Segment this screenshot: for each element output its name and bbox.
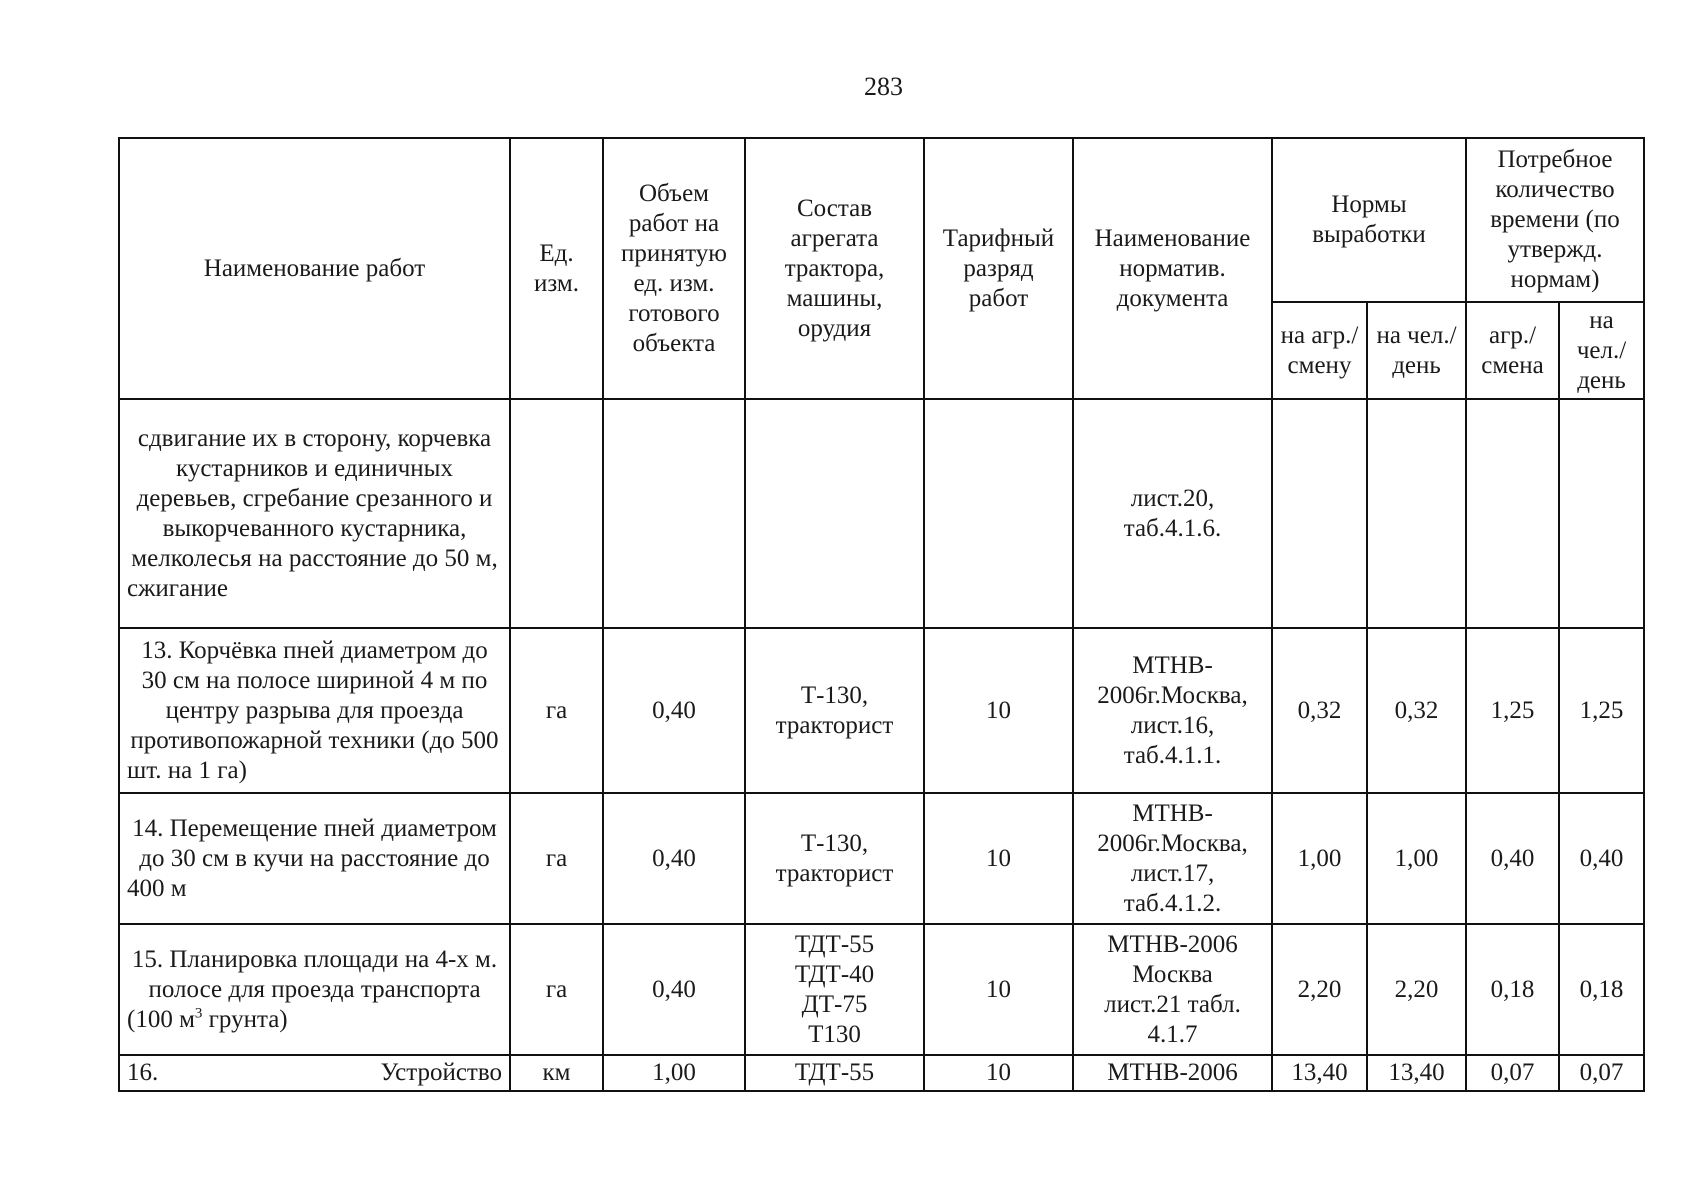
header-time-per-person: на чел./ день	[1559, 302, 1644, 399]
doc-line: 4.1.7	[1147, 1020, 1198, 1048]
table-row	[119, 628, 1644, 793]
doc-line: МТНВ-	[1132, 799, 1213, 827]
doc-line: таб.4.1.6.	[1123, 514, 1222, 542]
table-row	[119, 399, 1644, 628]
unit-cell	[510, 399, 603, 628]
time-per-unit-cell: 0,18	[1466, 924, 1559, 1055]
composition-line: ТДТ-40	[794, 960, 875, 988]
header-tariff: Тарифный разряд работ	[924, 138, 1073, 399]
header-volume: Объем работ на принятую ед. изм. готового объекта	[603, 138, 745, 399]
superscript: 3	[194, 1005, 203, 1022]
composition-cell	[745, 793, 924, 924]
time-per-unit-cell	[1466, 399, 1559, 628]
header-norm-per-unit: на агр./ смену	[1272, 302, 1367, 399]
tariff-cell: 10	[924, 628, 1073, 793]
time-per-person-cell: 0,18	[1559, 924, 1644, 1055]
doc-cell	[1073, 399, 1272, 628]
header-time-needed: Потребное количество времени (по утвержд. нормам)	[1466, 138, 1644, 302]
doc-cell	[1073, 1055, 1272, 1091]
norm-per-person-cell: 13,40	[1367, 1055, 1466, 1091]
time-per-person-cell	[1559, 399, 1644, 628]
tariff-cell: 10	[924, 924, 1073, 1055]
composition-line: Т-130,	[800, 681, 869, 709]
doc-line: таб.4.1.1.	[1123, 741, 1222, 769]
volume-cell	[603, 399, 745, 628]
doc-line: МТНВ-2006	[1107, 930, 1238, 958]
header-doc-name: Наименование норматив. документа	[1073, 138, 1272, 399]
table-row	[119, 1055, 1644, 1091]
doc-line: МТНВ-	[1132, 651, 1213, 679]
work-name-cell: 16. Устройство	[119, 1055, 510, 1091]
composition-cell	[745, 924, 924, 1055]
doc-cell	[1073, 793, 1272, 924]
time-per-person-cell: 0,40	[1559, 793, 1644, 924]
volume-cell: 0,40	[603, 924, 745, 1055]
header-norm-per-person: на чел./ день	[1367, 302, 1466, 399]
norm-per-unit-cell: 2,20	[1272, 924, 1367, 1055]
doc-line: лист.16,	[1130, 711, 1215, 739]
doc-line: МТНВ-2006	[1107, 1059, 1238, 1086]
header-norms: Нормы выработки	[1272, 138, 1466, 302]
table-row	[119, 793, 1644, 924]
composition-line: Т130	[808, 1020, 861, 1048]
doc-line: лист.20,	[1130, 484, 1215, 512]
tariff-cell	[924, 399, 1073, 628]
time-per-person-cell: 0,07	[1559, 1055, 1644, 1091]
header-composition: Состав агрегата трактора, машины, орудия	[745, 138, 924, 399]
work-name-cell	[119, 924, 510, 1055]
time-per-person-cell: 1,25	[1559, 628, 1644, 793]
composition-cell	[745, 1055, 924, 1091]
norm-per-unit-cell	[1272, 399, 1367, 628]
volume-cell: 0,40	[603, 793, 745, 924]
time-per-unit-cell: 0,07	[1466, 1055, 1559, 1091]
composition-line: ТДТ-55	[794, 930, 875, 958]
header-work-name: Наименование работ	[119, 138, 510, 399]
header-row	[119, 138, 1644, 302]
norm-per-person-cell: 1,00	[1367, 793, 1466, 924]
composition-cell	[745, 628, 924, 793]
unit-cell: км	[510, 1055, 603, 1091]
doc-cell	[1073, 924, 1272, 1055]
work-name-cell: сдвигание их в сторону, корчевка кустарников и единичных деревьев, сгребание срезанного и выкорчеванного кустарника, мелколесья на расстояние до 50 м, сжигание	[119, 399, 510, 628]
doc-cell	[1073, 628, 1272, 793]
doc-line: Москва	[1132, 960, 1213, 988]
work-name-cell: 14. Перемещение пней диаметром до 30 см в кучи на расстояние до 400 м	[119, 793, 510, 924]
composition-line: Т-130,	[800, 829, 869, 857]
tariff-cell: 10	[924, 1055, 1073, 1091]
page-number: 283	[864, 72, 903, 101]
volume-cell: 0,40	[603, 628, 745, 793]
composition-line: ДТ-75	[801, 990, 868, 1018]
work-name-cell: 13. Корчёвка пней диаметром до 30 см на полосе шириной 4 м по центру разрыва для проезда противопожарной техники (до 500 шт. на 1 га)	[119, 628, 510, 793]
norm-per-person-cell: 0,32	[1367, 628, 1466, 793]
work-name-text: 15. Планировка площади на 4-х м. полосе для проезда транспорта (100 м	[127, 945, 498, 1033]
doc-line: 2006г.Москва,	[1097, 681, 1248, 709]
volume-cell: 1,00	[603, 1055, 745, 1091]
tariff-cell: 10	[924, 793, 1073, 924]
work-norms-table	[118, 137, 1645, 1092]
norm-per-unit-cell: 13,40	[1272, 1055, 1367, 1091]
doc-line: таб.4.1.2.	[1123, 889, 1222, 917]
norm-per-unit-cell: 1,00	[1272, 793, 1367, 924]
composition-line: тракторист	[775, 859, 894, 887]
header-time-per-unit: агр./ смена	[1466, 302, 1559, 399]
composition-line: ТДТ-55	[794, 1059, 875, 1086]
composition-line: тракторист	[775, 711, 894, 739]
doc-line: 2006г.Москва,	[1097, 829, 1248, 857]
doc-line: лист.17,	[1130, 859, 1215, 887]
time-per-unit-cell: 1,25	[1466, 628, 1559, 793]
unit-cell: га	[510, 628, 603, 793]
header-unit: Ед. изм.	[510, 138, 603, 399]
doc-line: лист.21 табл.	[1104, 990, 1241, 1018]
norm-per-person-cell: 2,20	[1367, 924, 1466, 1055]
work-name-text-tail: грунта)	[202, 1005, 288, 1033]
table-row	[119, 924, 1644, 1055]
norm-per-person-cell	[1367, 399, 1466, 628]
time-per-unit-cell: 0,40	[1466, 793, 1559, 924]
unit-cell: га	[510, 793, 603, 924]
norm-per-unit-cell: 0,32	[1272, 628, 1367, 793]
unit-cell: га	[510, 924, 603, 1055]
composition-cell	[745, 399, 924, 628]
